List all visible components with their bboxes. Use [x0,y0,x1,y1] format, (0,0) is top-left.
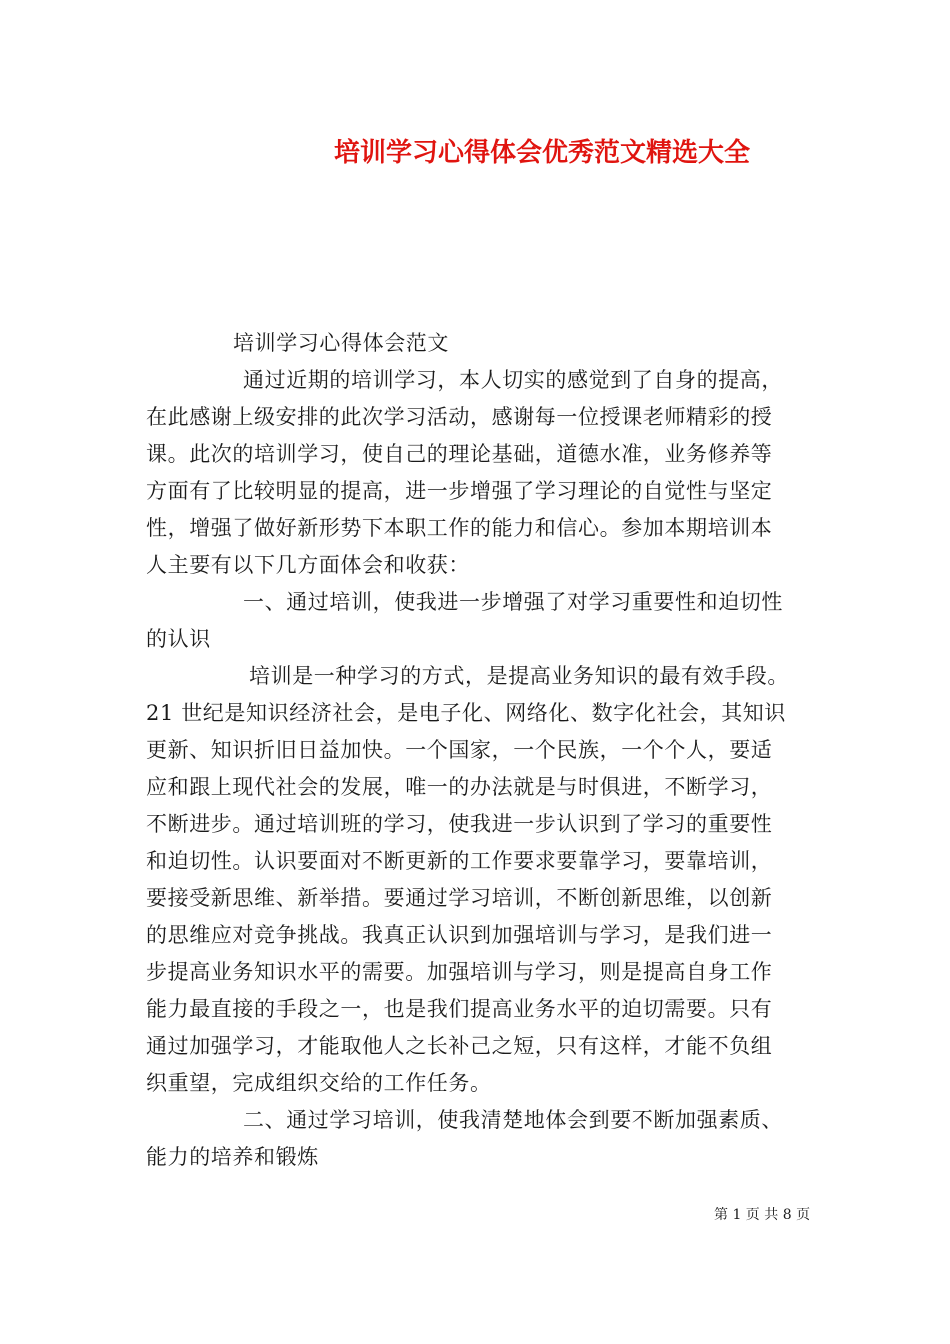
text-line: 人主要有以下几方面体会和收获： [146,553,470,577]
document-title: 培训学习心得体会优秀范文精选大全 [333,138,750,168]
text-line: 在此感谢上级安排的此次学习活动，感谢每一位授课老师精彩的授 [146,405,773,429]
text-line: 通过近期的培训学习，本人切实的感觉到了自身的提高， [243,368,783,392]
text-line: 21 世纪是知识经济社会，是电子化、网络化、数字化社会，其知识 [146,701,786,725]
text-line: 能力最直接的手段之一，也是我们提高业务水平的迫切需要。只有 [146,997,773,1021]
section-heading-1-cont: 的认识 [146,627,211,651]
text-line: 应和跟上现代社会的发展，唯一的办法就是与时俱进，不断学习， [146,775,773,799]
text-line: 步提高业务知识水平的需要。加强培训与学习，则是提高自身工作 [146,960,773,984]
text-line: 和迫切性。认识要面对不断更新的工作要求要靠学习，要靠培训， [146,849,773,873]
text-line: 要接受新思维、新举措。要通过学习培训，不断创新思维，以创新 [146,886,773,910]
text-line: 织重望，完成组织交给的工作任务。 [146,1071,492,1095]
text-line: 课。此次的培训学习，使自己的理论基础，道德水准，业务修养等 [146,442,773,466]
text-line: 性，增强了做好新形势下本职工作的能力和信心。参加本期培训本 [146,516,773,540]
section-heading-1: 一、通过培训，使我进一步增强了对学习重要性和迫切性 [243,590,783,614]
subtitle: 培训学习心得体会范文 [233,331,449,355]
section-heading-2: 二、通过学习培训，使我清楚地体会到要不断加强素质、 [243,1108,783,1132]
text-line: 培训是一种学习的方式，是提高业务知识的最有效手段。 [249,664,789,688]
text-line: 方面有了比较明显的提高，进一步增强了学习理论的自觉性与坚定 [146,479,773,503]
page-footer: 第 1 页 共 8 页 [714,1207,811,1223]
section-heading-2-cont: 能力的培养和锻炼 [146,1145,319,1169]
text-line: 通过加强学习，才能取他人之长补己之短，只有这样，才能不负组 [146,1034,773,1058]
text-line: 的思维应对竞争挑战。我真正认识到加强培训与学习，是我们进一 [146,923,773,947]
text-line: 更新、知识折旧日益加快。一个国家，一个民族，一个个人，要适 [146,738,773,762]
text-line: 不断进步。通过培训班的学习，使我进一步认识到了学习的重要性 [146,812,773,836]
